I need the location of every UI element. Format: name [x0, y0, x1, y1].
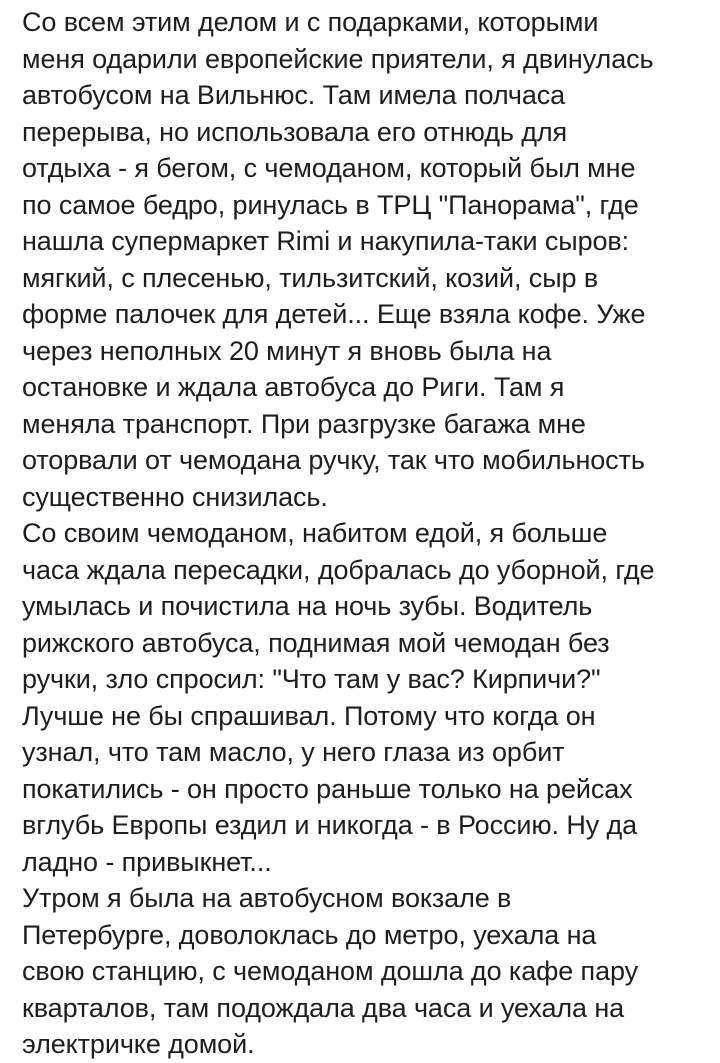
text-line: свою станцию, с чемоданом дошла до кафе пару: [22, 956, 639, 986]
text-line: меняла транспорт. При разгрузке багажа мне: [22, 408, 586, 439]
text-line: по самое бедро, ринулась в ТРЦ "Панорама", где: [22, 189, 639, 220]
text-line: форме палочек для детей... Еще взяла кофе. Уже: [22, 299, 646, 329]
text-line: оторвали от чемодана ручку, так что мобильность: [22, 445, 645, 475]
text-line: кварталов, там подождала два часа и уехала на: [22, 992, 625, 1023]
text-line: существенно снизилась.: [22, 481, 328, 512]
text-line: Петербурге, доволоклась до метро, уехала на: [22, 919, 597, 950]
text-line: умылась и почистила на ночь зубы. Водитель: [22, 591, 593, 621]
text-line: отдыха - я бегом, с чемоданом, который был мне: [22, 153, 636, 183]
text-line: перерыва, но использовала его отнюдь для: [22, 116, 568, 147]
text-line: рижского автобуса, поднимая мой чемодан без: [22, 627, 610, 658]
text-line: меня одарили европейские приятели, я двинулась: [22, 43, 654, 74]
text-line: ручки, зло спросил: "Что там у вас? Кирпичи?": [22, 664, 601, 694]
text-line: Утром я была на автобусном вокзале в: [22, 883, 512, 913]
post-text: [22, 4, 712, 1063]
text-line: через неполных 20 минут я вновь была на: [22, 335, 552, 366]
text-line: электричке домой.: [22, 1029, 255, 1059]
text-line: Со своим чемоданом, набитом едой, я больше: [22, 518, 608, 548]
text-line: ладно - привыкнет...: [22, 846, 272, 877]
text-line: узнал, что там масло, у него глаза из орбит: [22, 737, 565, 767]
text-line: остановке и ждала автобуса до Риги. Там я: [22, 372, 565, 402]
text-line: вглубь Европы ездил и никогда - в Россию. Ну да: [22, 810, 638, 840]
text-line: Со всем этим делом и с подарками, которыми: [22, 7, 599, 37]
text-line: Лучше не бы спрашивал. Потому что когда он: [22, 700, 596, 731]
text-line: автобусом на Вильнюс. Там имела полчаса: [22, 80, 566, 110]
text-line: нашла супермаркет Rimi и накупила-таки сыров:: [22, 226, 630, 256]
text-line: покатились - он просто раньше только на рейсах: [22, 773, 633, 804]
text-line: часа ждала пересадки, добралась до уборной, где: [22, 554, 655, 585]
text-line: мягкий, с плесенью, тильзитский, козий, сыр в: [22, 262, 599, 293]
